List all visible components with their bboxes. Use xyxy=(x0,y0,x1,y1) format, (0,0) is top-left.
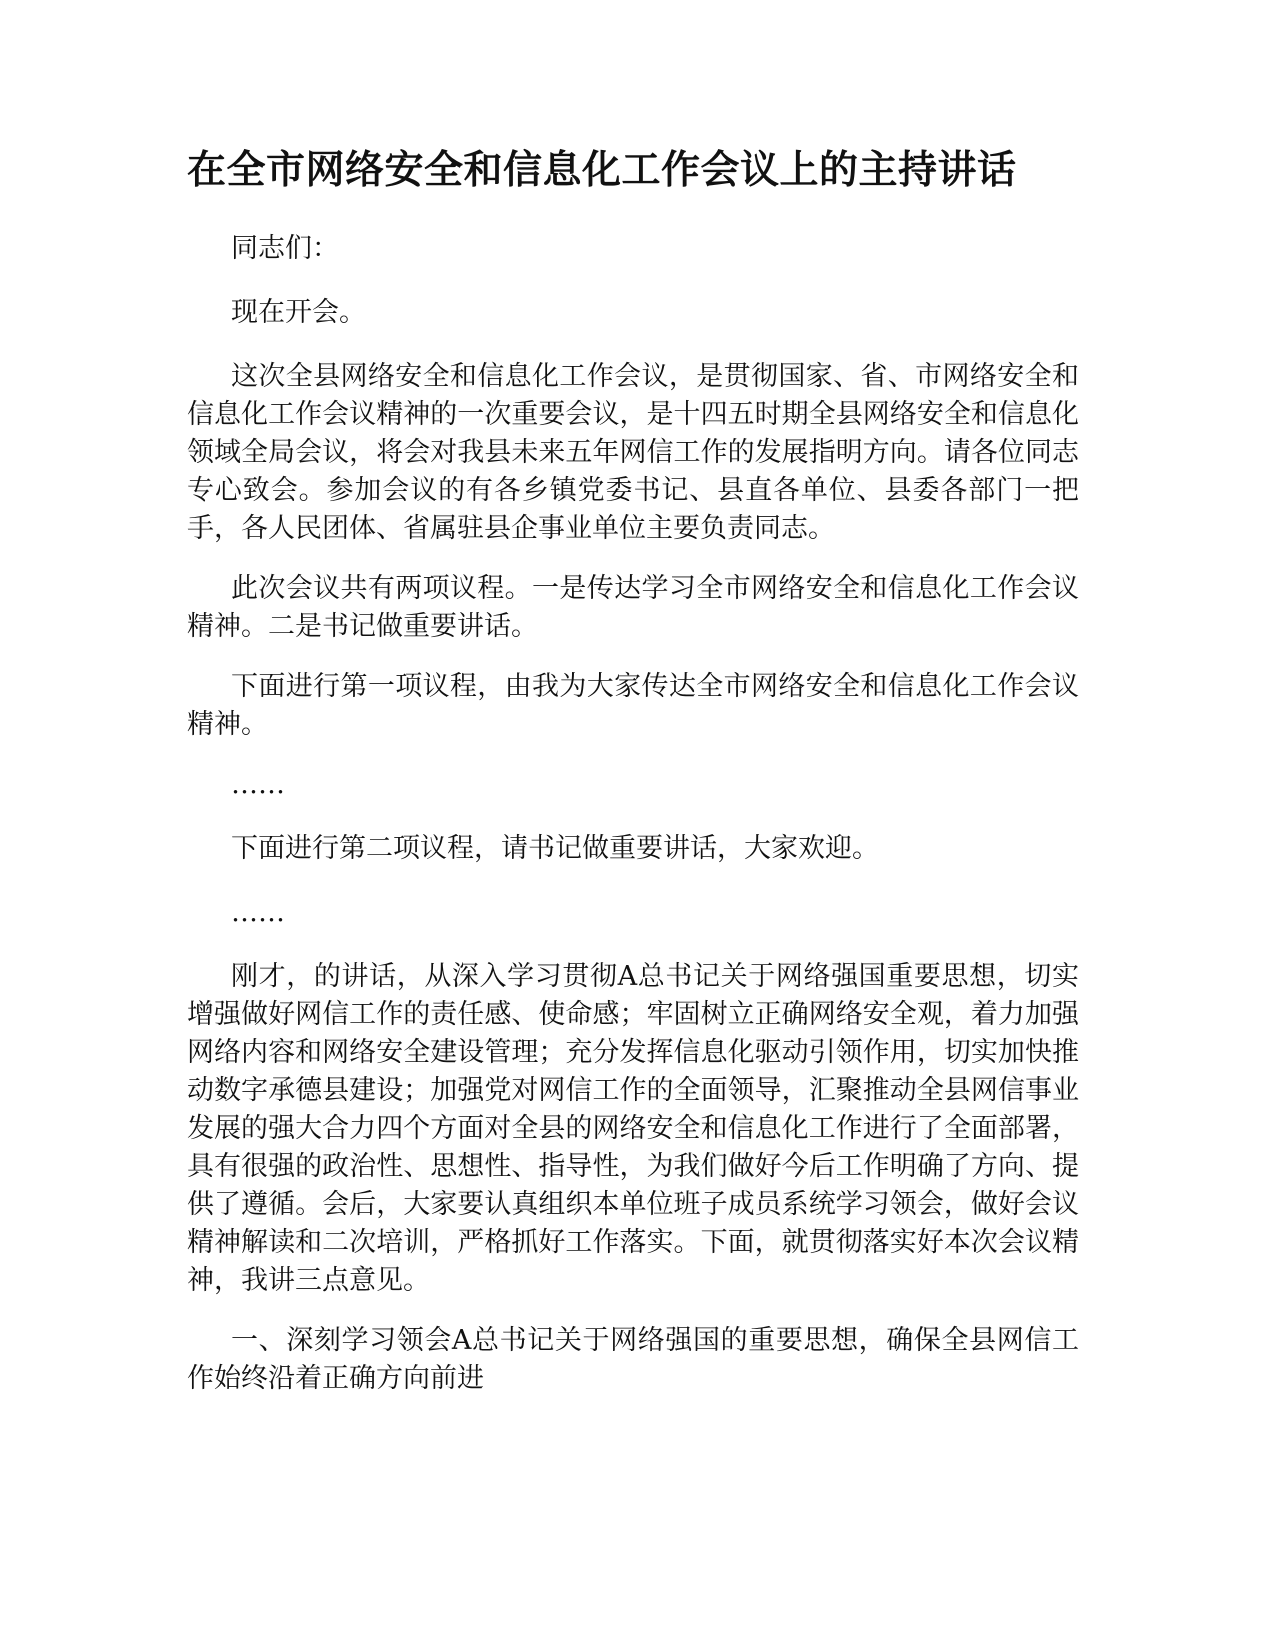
ellipsis-2: …… xyxy=(231,897,285,928)
document-page xyxy=(187,140,1079,1420)
ellipsis-1: …… xyxy=(231,769,285,800)
paragraph-summary: 刚才，的讲话，从深入学习贯彻A总书记关于网络强国重要思想，切实增强做好网信工作的责任感、使命感；牢固树立正确网络安全观，着力加强网络内容和网络安全建设管理；充分发挥信息化驱动引领作用，切实加快推动数字承德县建设；加强党对网信工作的全面领导，汇聚推动全县网信事业发展的强大合力四个方面对全县的网络安全和信息化工作进行了全面部署，具有很强的政治性、思想性、指导性，为我们做好今后工作明确了方向、提供了遵循。会后，大家要认真组织本单位班子成员系统学习领会，做好会议精神解读和二次培训，严格抓好工作落实。下面，就贯彻落实好本次会议精神，我讲三点意见。 xyxy=(187,961,1079,1296)
document-title: 在全市网络安全和信息化工作会议上的主持讲话 xyxy=(187,148,1017,193)
paragraph-agenda: 此次会议共有两项议程。一是传达学习全市网络安全和信息化工作会议精神。二是书记做重要讲话。 xyxy=(187,573,1079,642)
opening-line: 现在开会。 xyxy=(231,297,366,328)
paragraph-agenda-item-2: 下面进行第二项议程，请书记做重要讲话，大家欢迎。 xyxy=(231,833,879,864)
section-heading-1: 一、深刻学习领会A总书记关于网络强国的重要思想，确保全县网信工作始终沿着正确方向前进 xyxy=(187,1325,1079,1394)
salutation: 同志们： xyxy=(231,233,339,264)
paragraph-agenda-item-1: 下面进行第一项议程，由我为大家传达全市网络安全和信息化工作会议精神。 xyxy=(187,671,1079,740)
paragraph-meeting-purpose: 这次全县网络安全和信息化工作会议，是贯彻国家、省、市网络安全和信息化工作会议精神的一次重要会议，是十四五时期全县网络安全和信息化领域全局会议，将会对我县未来五年网信工作的发展指明方向。请各位同志专心致会。参加会议的有各乡镇党委书记、县直各单位、县委各部门一把手，各人民团体、省属驻县企事业单位主要负责同志。 xyxy=(187,361,1079,544)
